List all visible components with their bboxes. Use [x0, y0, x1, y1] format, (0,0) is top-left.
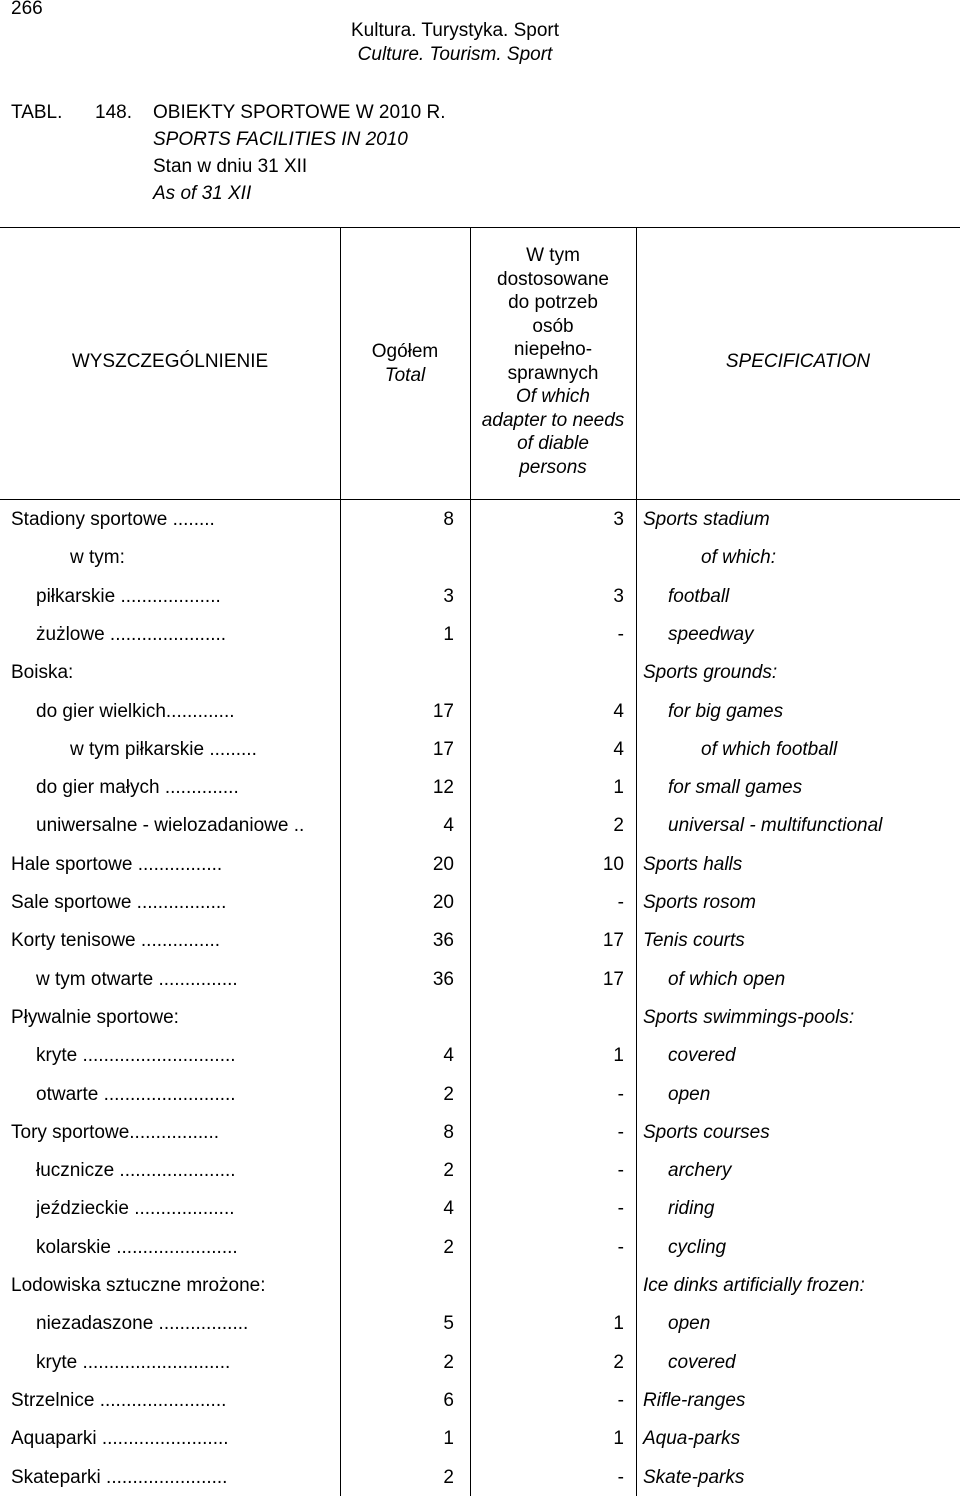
table-row [0, 1312, 960, 1350]
row-disabled-access-value: 1 [613, 1313, 624, 1334]
table-row [0, 814, 960, 852]
row-label-en: Sports swimmings-pools: [643, 1007, 855, 1028]
header-disabled-en-3: of diable [517, 433, 589, 454]
row-label-en: cycling [668, 1237, 727, 1258]
table-row [0, 1121, 960, 1159]
table-title-pl: OBIEKTY SPORTOWE W 2010 R. [153, 102, 446, 123]
row-label-en: riding [668, 1198, 715, 1219]
row-label-pl: piłkarskie ................... [36, 586, 221, 607]
row-label-pl: Stadiony sportowe ........ [11, 509, 215, 530]
header-disabled-en-1: Of which [516, 386, 590, 407]
table-row [0, 968, 960, 1006]
page-number: 266 [11, 0, 43, 19]
row-total-value: 17 [432, 739, 454, 760]
row-disabled-access-value: 4 [613, 701, 624, 722]
row-disabled-access-value: - [617, 1467, 624, 1488]
row-total-value: 2 [443, 1237, 454, 1258]
header-total-en: Total [384, 364, 426, 386]
row-label-pl: żużlowe ...................... [36, 624, 227, 645]
row-label-pl: jeździeckie ................... [36, 1198, 235, 1219]
row-disabled-access-value: 3 [613, 509, 624, 530]
row-total-value: 8 [443, 509, 454, 530]
row-disabled-access-value: - [617, 1122, 624, 1143]
table-row [0, 1351, 960, 1389]
row-label-pl: otwarte ......................... [36, 1084, 236, 1105]
row-label-en: Aqua-parks [643, 1428, 741, 1449]
row-disabled-access-value: 17 [602, 930, 624, 951]
table-number: 148. [95, 102, 132, 123]
row-disabled-access-value: - [617, 1084, 624, 1105]
row-label-pl: Lodowiska sztuczne mrożone: [11, 1275, 266, 1296]
table-row [0, 1197, 960, 1235]
row-label-pl: Boiska: [11, 662, 74, 683]
header-disabled-pl-4: osób [532, 315, 574, 337]
row-disabled-access-value: - [617, 1160, 624, 1181]
row-label-pl: Skateparki ....................... [11, 1467, 228, 1488]
header-disabled-access [470, 244, 636, 479]
table-row [0, 1083, 960, 1121]
row-label-en: speedway [668, 624, 754, 645]
header-specification-pl: WYSZCZEGÓLNIENIE [71, 351, 269, 372]
table-row [0, 1006, 960, 1044]
row-disabled-access-value: 3 [613, 586, 624, 607]
row-total-value: 2 [443, 1352, 454, 1373]
row-total-value: 2 [443, 1084, 454, 1105]
table-row [0, 891, 960, 929]
section-title-pl: Kultura. Turystyka. Sport [350, 20, 560, 41]
row-label-en: open [668, 1084, 711, 1105]
table-row [0, 661, 960, 699]
row-label-en: Sports stadium [643, 509, 770, 530]
row-label-en: archery [668, 1160, 732, 1181]
row-label-pl: Tory sportowe................. [11, 1122, 220, 1143]
table-row [0, 1466, 960, 1504]
row-label-en: covered [668, 1352, 736, 1373]
row-total-value: 36 [432, 969, 454, 990]
table-row [0, 623, 960, 661]
row-label-pl: łucznicze ...................... [36, 1160, 236, 1181]
table-row [0, 929, 960, 967]
table-row [0, 700, 960, 738]
row-label-pl: w tym otwarte ............... [36, 969, 238, 990]
row-disabled-access-value: 4 [613, 739, 624, 760]
row-label-en: Sports rosom [643, 892, 756, 913]
section-title-en: Culture. Tourism. Sport [357, 44, 553, 65]
row-total-value: 17 [432, 701, 454, 722]
row-label-pl: Sale sportowe ................. [11, 892, 227, 913]
header-total-pl: Ogółem [371, 341, 439, 362]
row-total-value: 8 [443, 1122, 454, 1143]
row-total-value: 12 [432, 777, 454, 798]
row-label-pl: Strzelnice ........................ [11, 1390, 227, 1411]
table-row [0, 853, 960, 891]
row-total-value: 2 [443, 1467, 454, 1488]
row-total-value: 36 [432, 930, 454, 951]
row-total-value: 1 [443, 1428, 454, 1449]
row-total-value: 3 [443, 586, 454, 607]
row-label-pl: do gier wielkich............. [36, 701, 235, 722]
row-disabled-access-value: 1 [613, 1428, 624, 1449]
row-label-en: Sports grounds: [643, 662, 778, 683]
table-row [0, 1159, 960, 1197]
row-total-value: 4 [443, 815, 454, 836]
header-disabled-en-4: persons [519, 456, 587, 478]
row-label-en: for small games [668, 777, 803, 798]
row-label-en: Rifle-ranges [643, 1390, 746, 1411]
table-row [0, 585, 960, 623]
row-disabled-access-value: 17 [602, 969, 624, 990]
header-total [340, 340, 470, 387]
row-label-en: Skate-parks [643, 1467, 745, 1488]
header-disabled-en-2: adapter to needs [481, 409, 625, 431]
header-specification-en: SPECIFICATION [725, 351, 871, 372]
row-label-en: Ice dinks artificially frozen: [643, 1275, 865, 1296]
table-row [0, 1236, 960, 1274]
row-label-en: Sports halls [643, 854, 743, 875]
row-label-en: of which open [668, 969, 786, 990]
table-date-en: As of 31 XII [153, 183, 252, 204]
row-label-pl: w tym: [70, 547, 125, 568]
header-disabled-pl-6: sprawnych [507, 362, 599, 384]
row-disabled-access-value: - [617, 1198, 624, 1219]
row-label-pl: w tym piłkarskie ......... [70, 739, 257, 760]
table-row [0, 776, 960, 814]
table-row [0, 738, 960, 776]
header-bottom-border [0, 499, 960, 500]
row-total-value: 4 [443, 1045, 454, 1066]
header-disabled-pl-1: W tym [526, 245, 580, 266]
row-disabled-access-value: 10 [602, 854, 624, 875]
row-disabled-access-value: - [617, 1390, 624, 1411]
table-row [0, 508, 960, 546]
header-disabled-pl-2: dostosowane [497, 268, 609, 290]
row-label-pl: Pływalnie sportowe: [11, 1007, 179, 1028]
table-row [0, 546, 960, 584]
table-row [0, 1427, 960, 1465]
row-disabled-access-value: - [617, 892, 624, 913]
row-label-en: universal - multifunctional [668, 815, 883, 836]
row-disabled-access-value: 2 [613, 1352, 624, 1373]
row-label-pl: uniwersalne - wielozadaniowe .. [36, 815, 305, 836]
row-total-value: 4 [443, 1198, 454, 1219]
table-row [0, 1389, 960, 1427]
header-disabled-pl-5: niepełno- [513, 339, 593, 360]
row-total-value: 20 [432, 854, 454, 875]
row-label-en: football [668, 586, 730, 607]
table-row [0, 1274, 960, 1312]
row-disabled-access-value: 1 [613, 777, 624, 798]
row-label-pl: Hale sportowe ................ [11, 854, 223, 875]
row-label-pl: kryte ............................. [36, 1045, 236, 1066]
row-label-en: of which football [701, 739, 838, 760]
row-disabled-access-value: - [617, 624, 624, 645]
row-label-pl: kolarskie ....................... [36, 1237, 238, 1258]
row-label-en: of which: [701, 547, 776, 568]
row-label-pl: Aquaparki ........................ [11, 1428, 229, 1449]
table-label: TABL. [11, 102, 63, 123]
row-disabled-access-value: 2 [613, 815, 624, 836]
row-label-pl: kryte ............................ [36, 1352, 231, 1373]
row-disabled-access-value: 1 [613, 1045, 624, 1066]
table-row [0, 1044, 960, 1082]
row-label-pl: do gier małych .............. [36, 777, 239, 798]
row-label-pl: niezadaszone ................. [36, 1313, 249, 1334]
row-total-value: 2 [443, 1160, 454, 1181]
row-label-pl: Korty tenisowe ............... [11, 930, 221, 951]
row-label-en: Sports courses [643, 1122, 770, 1143]
row-total-value: 6 [443, 1390, 454, 1411]
header-disabled-pl-3: do potrzeb [508, 292, 598, 313]
row-label-en: open [668, 1313, 711, 1334]
row-total-value: 5 [443, 1313, 454, 1334]
row-label-en: Tenis courts [643, 930, 745, 951]
row-label-en: for big games [668, 701, 784, 722]
row-disabled-access-value: - [617, 1237, 624, 1258]
table-title-en: SPORTS FACILITIES IN 2010 [153, 129, 408, 150]
table-date-pl: Stan w dniu 31 XII [153, 156, 308, 177]
table-top-border [0, 227, 960, 228]
row-label-en: covered [668, 1045, 736, 1066]
row-total-value: 20 [432, 892, 454, 913]
row-total-value: 1 [443, 624, 454, 645]
